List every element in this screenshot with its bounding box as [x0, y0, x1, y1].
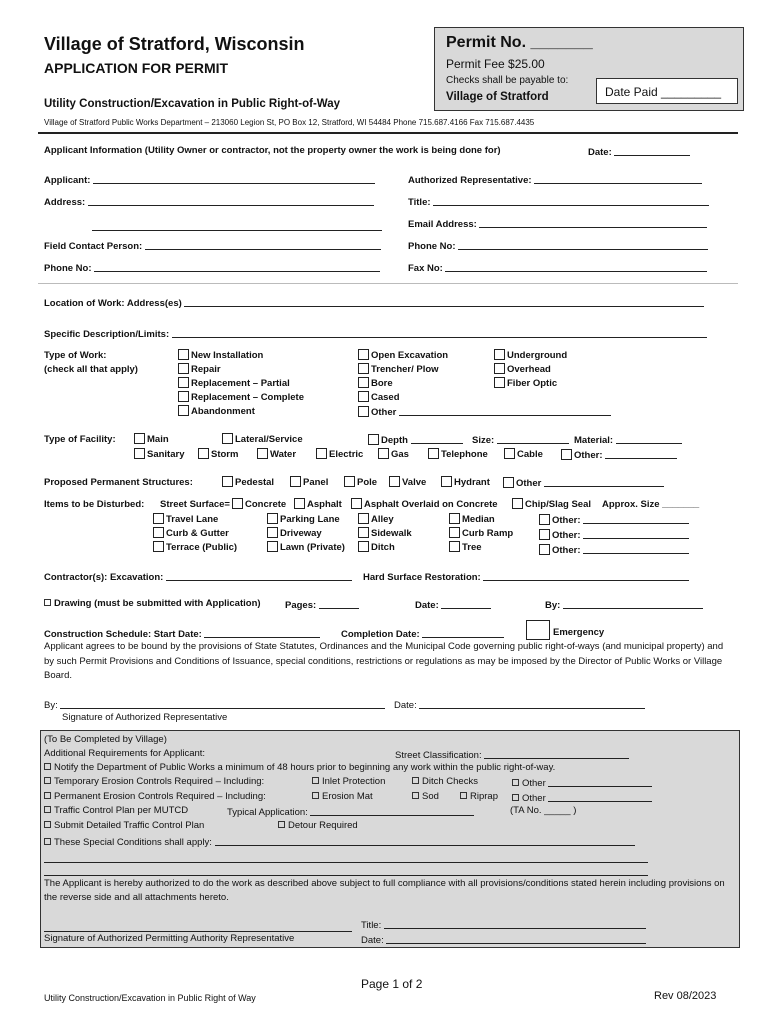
detour-row[interactable] — [278, 820, 358, 831]
checkbox[interactable] — [378, 448, 389, 459]
work-bore[interactable] — [358, 377, 611, 391]
drawing-label: Drawing (must be submitted with Application) — [54, 598, 261, 609]
option-label: Chip/Slag Seal — [525, 499, 591, 510]
checkbox[interactable] — [441, 476, 452, 487]
option-label: Ditch Checks — [422, 776, 478, 787]
material-label: Material: — [574, 435, 614, 446]
option-label: Pole — [357, 477, 378, 488]
structure-valve[interactable] — [389, 476, 426, 488]
option-label: Replacement – Complete — [191, 392, 304, 403]
work-col-2 — [358, 349, 611, 420]
disturbed-terrace[interactable] — [153, 541, 237, 555]
perm-erosion-row[interactable] — [44, 791, 266, 802]
structure-pole[interactable] — [344, 476, 377, 488]
disturbed-label: Items to be Disturbed: — [44, 499, 145, 510]
option-label: Other — [522, 793, 546, 804]
checkbox[interactable] — [539, 514, 550, 525]
typical-application-label: Typical Application: — [227, 807, 308, 818]
applicant-field[interactable] — [44, 173, 375, 186]
completion-date-field[interactable] — [341, 627, 504, 640]
email-label: Email Address: — [408, 219, 477, 230]
address-line-2[interactable] — [92, 217, 382, 235]
authority-signature-caption: Signature of Authorized Permitting Authority Representative — [44, 933, 295, 944]
work-replacement-complete[interactable] — [178, 391, 304, 405]
checkbox[interactable] — [178, 377, 189, 388]
checkbox[interactable] — [512, 794, 519, 801]
drawing-checkbox-row[interactable] — [44, 598, 261, 609]
option-label: Sanitary — [147, 449, 185, 460]
option-label: Other: — [552, 530, 581, 541]
checkbox[interactable] — [358, 391, 369, 402]
option-label: Sod — [422, 791, 439, 802]
checkbox[interactable] — [494, 349, 505, 360]
title-field[interactable] — [408, 195, 709, 208]
option-label: Pedestal — [235, 477, 275, 488]
checkbox[interactable] — [494, 363, 505, 374]
date-paid-box[interactable] — [596, 78, 738, 104]
checkbox[interactable] — [44, 821, 51, 828]
fax-field[interactable] — [408, 261, 707, 274]
option-label: Overhead — [507, 364, 551, 375]
checkbox[interactable] — [539, 529, 550, 540]
checkbox[interactable] — [412, 777, 419, 784]
option-label: Travel Lane — [166, 514, 219, 525]
street-classification-label: Street Classification: — [395, 750, 482, 761]
structure-pedestal[interactable] — [222, 476, 274, 488]
checkbox[interactable] — [222, 433, 233, 444]
title-label: Title: — [408, 197, 431, 208]
signature-by-field[interactable] — [44, 698, 385, 711]
location-address-field[interactable] — [44, 296, 704, 309]
drawing-date-label: Date: — [415, 600, 439, 611]
drawing-by-field[interactable] — [545, 598, 703, 611]
option-label: Other — [522, 778, 546, 789]
option-label: Repair — [191, 364, 221, 375]
checkbox[interactable] — [358, 377, 369, 388]
checkbox[interactable] — [294, 498, 305, 509]
checkbox[interactable] — [222, 476, 233, 487]
phone-right-field[interactable] — [408, 239, 708, 252]
checkbox[interactable] — [368, 434, 379, 445]
type-of-work-label: Type of Work: — [44, 350, 107, 361]
location-address-label: Location of Work: Address(es) — [44, 298, 182, 309]
agreement-text: Applicant agrees to be bound by the provisions of State Statutes, Ordinances and the Municipal Code governing public right-of-ways (and municipal property) and by such Permit Provisions and Conditions of Issuance, special conditions, restrictions or regulations as may be imposed by the Director of Public Works or Village Board. — [44, 641, 724, 681]
option-label: Valve — [402, 477, 427, 488]
completion-date-label: Completion Date: — [341, 629, 420, 640]
checkbox[interactable] — [178, 363, 189, 374]
option-label: Other: — [552, 545, 581, 556]
option-label: Parking Lane — [280, 514, 340, 525]
signature-caption: Signature of Authorized Representative — [62, 712, 228, 723]
disturbed-other-3[interactable] — [539, 543, 689, 558]
checkbox[interactable] — [44, 792, 51, 799]
payee-name: Village of Stratford — [446, 91, 549, 103]
structure-panel[interactable] — [290, 476, 328, 488]
checkbox[interactable] — [44, 806, 51, 813]
form-subtitle: APPLICATION FOR PERMIT — [44, 60, 229, 76]
option-label: Driveway — [280, 528, 322, 539]
checkbox[interactable] — [312, 792, 319, 799]
emergency-checkbox[interactable] — [526, 620, 550, 640]
authorization-text: The Applicant is hereby authorized to do the work as described above subject to full compliance with all provisions/conditions stated herein including provisions on the reverse side and all attachments hereto. — [44, 878, 725, 903]
checkbox[interactable] — [358, 513, 369, 524]
notify-row[interactable] — [44, 762, 555, 773]
type-of-work-hint: (check all that apply) — [44, 364, 138, 375]
authority-title-field[interactable] — [361, 918, 646, 931]
authority-date-field[interactable] — [361, 933, 646, 946]
disturbed-other-2[interactable] — [539, 528, 689, 543]
option-label: Telephone — [441, 449, 488, 460]
form-subheading: Utility Construction/Excavation in Public Right-of-Way — [44, 98, 341, 110]
checkbox[interactable] — [389, 476, 400, 487]
option-label: Other: — [552, 515, 581, 526]
checkbox[interactable] — [44, 599, 51, 606]
date-paid-label: Date Paid _________ — [605, 85, 722, 99]
checkbox[interactable] — [267, 527, 278, 538]
checkbox[interactable] — [503, 477, 514, 488]
footer-title: Utility Construction/Excavation in Public Right of Way — [44, 993, 256, 1003]
notify-text: Notify the Department of Public Works a minimum of 48 hours prior to beginning any work within the public right-of-way. — [54, 762, 556, 773]
option-label: Electric — [329, 449, 364, 460]
option-label: Depth — [381, 435, 408, 446]
checkbox[interactable] — [44, 838, 51, 845]
erosion-mat-option[interactable] — [312, 791, 373, 802]
checkbox[interactable] — [267, 541, 278, 552]
checkbox[interactable] — [44, 763, 51, 770]
option-label: Asphalt — [307, 499, 342, 510]
inlet-protection-option[interactable] — [312, 776, 385, 787]
work-replacement-partial[interactable] — [178, 377, 304, 391]
temp-other-option[interactable] — [512, 776, 652, 789]
auth-rep-field[interactable] — [408, 173, 702, 186]
checkbox[interactable] — [539, 544, 550, 555]
field-contact-label: Field Contact Person: — [44, 241, 143, 252]
checkbox[interactable] — [316, 448, 327, 459]
work-abandonment[interactable] — [178, 405, 304, 419]
checkbox[interactable] — [494, 377, 505, 388]
option-label: Erosion Mat — [322, 791, 373, 802]
page-title: Village of Stratford, Wisconsin — [44, 34, 305, 54]
department-address: Village of Stratford Public Works Department – 213060 Legion St, PO Box 12, Stratford, WI 54484 Phone 715.687.4166 Fax 715.687.4435 — [44, 118, 535, 127]
option-label: Fiber Optic — [507, 378, 558, 389]
disturbed-curb-ramp[interactable] — [449, 527, 513, 541]
hard-surface-field[interactable] — [363, 570, 689, 583]
facility-cable[interactable] — [504, 448, 543, 460]
disturbed-col-2 — [267, 513, 345, 555]
page-number: Page 1 of 2 — [361, 977, 423, 991]
revision-date: Rev 08/2023 — [654, 990, 717, 1002]
sod-option[interactable] — [412, 791, 439, 802]
facility-depth[interactable] — [368, 433, 463, 446]
checkbox[interactable] — [198, 448, 209, 459]
structures-label: Proposed Permanent Structures: — [44, 477, 193, 488]
option-label: Underground — [507, 350, 568, 361]
option-label: Water — [270, 449, 297, 460]
disturbed-travel-lane[interactable] — [153, 513, 237, 527]
option-label: Sidewalk — [371, 528, 412, 539]
checkbox[interactable] — [512, 779, 519, 786]
option-label: Alley — [371, 514, 394, 525]
start-date-label: Construction Schedule: Start Date: — [44, 629, 202, 640]
disturbed-col-1 — [153, 513, 237, 555]
checkbox[interactable] — [449, 541, 460, 552]
typical-application-field[interactable] — [227, 805, 474, 818]
option-label: Open Excavation — [371, 350, 449, 361]
riprap-option[interactable] — [460, 791, 498, 802]
specific-description-label: Specific Description/Limits: — [44, 329, 170, 340]
option-label: Cased — [371, 392, 400, 403]
option-label: Trencher/ Plow — [371, 364, 439, 375]
drawing-pages-field[interactable] — [285, 598, 359, 611]
facility-storm[interactable] — [198, 448, 238, 460]
disturbed-median[interactable] — [449, 513, 513, 527]
traffic-plan-label: Traffic Control Plan per MUTCD — [54, 805, 189, 816]
address-label: Address: — [44, 197, 86, 208]
checkbox[interactable] — [358, 363, 369, 374]
option-label: Inlet Protection — [322, 776, 386, 787]
address-field[interactable] — [44, 195, 374, 208]
work-cased[interactable] — [358, 391, 611, 405]
option-label: Replacement – Partial — [191, 378, 290, 389]
option-label: Lawn (Private) — [280, 542, 345, 553]
option-label: Median — [462, 514, 495, 525]
checkbox[interactable] — [290, 476, 301, 487]
checkbox[interactable] — [267, 513, 278, 524]
facility-water[interactable] — [257, 448, 296, 460]
disturbed-parking-lane[interactable] — [267, 513, 345, 527]
checkbox[interactable] — [44, 777, 51, 784]
option-label: Other: — [574, 450, 603, 461]
field-contact-field[interactable] — [44, 239, 381, 252]
disturbed-col-3 — [358, 513, 412, 555]
option-label: Gas — [391, 449, 409, 460]
work-underground[interactable] — [494, 349, 567, 363]
surface-concrete[interactable] — [232, 498, 286, 510]
surface-chip-slag[interactable] — [512, 498, 591, 510]
option-label: Ditch — [371, 542, 395, 553]
option-label: Panel — [303, 477, 329, 488]
facility-lateral[interactable] — [222, 433, 303, 445]
option-label: Curb Ramp — [462, 528, 514, 539]
work-overhead[interactable] — [494, 363, 567, 377]
structure-other[interactable] — [503, 476, 664, 489]
checkbox[interactable] — [512, 498, 523, 509]
perm-other-option[interactable] — [512, 791, 652, 804]
checkbox[interactable] — [504, 448, 515, 459]
specific-description-field[interactable] — [44, 327, 707, 340]
signature-date-field[interactable] — [394, 698, 645, 711]
checkbox[interactable] — [153, 527, 164, 538]
applicant-label: Applicant: — [44, 175, 91, 186]
checkbox[interactable] — [178, 405, 189, 416]
authority-date-label: Date: — [361, 935, 384, 946]
email-field[interactable] — [408, 217, 707, 230]
contractor-excavation-label: Contractor(s): Excavation: — [44, 572, 164, 583]
facility-sanitary[interactable] — [134, 448, 185, 460]
checkbox[interactable] — [178, 391, 189, 402]
ditch-checks-option[interactable] — [412, 776, 478, 787]
checkbox[interactable] — [358, 349, 369, 360]
checkbox[interactable] — [312, 777, 319, 784]
facility-gas[interactable] — [378, 448, 409, 460]
contractor-excavation-field[interactable] — [44, 570, 352, 583]
structure-hydrant[interactable] — [441, 476, 490, 488]
checkbox[interactable] — [134, 448, 145, 459]
option-label: Other — [371, 407, 397, 418]
disturbed-driveway[interactable] — [267, 527, 345, 541]
checkbox[interactable] — [561, 449, 572, 460]
work-col-1 — [178, 349, 304, 419]
work-new-installation[interactable] — [178, 349, 304, 363]
checkbox[interactable] — [412, 792, 419, 799]
pages-label: Pages: — [285, 600, 317, 611]
phone-right-label: Phone No: — [408, 241, 456, 252]
applicant-section-label: Applicant Information (Utility Owner or contractor, not the property owner the work is being done for) — [44, 145, 501, 156]
checkbox[interactable] — [449, 513, 460, 524]
section-divider — [38, 283, 738, 284]
approx-size-field[interactable]: Approx. Size _______ — [602, 499, 700, 510]
size-label: Size: — [472, 435, 495, 446]
checkbox[interactable] — [153, 541, 164, 552]
option-label: Concrete — [245, 499, 287, 510]
checkbox[interactable] — [153, 513, 164, 524]
disturbed-tree[interactable] — [449, 541, 513, 555]
checkbox[interactable] — [358, 406, 369, 417]
perm-erosion-label: Permanent Erosion Controls Required – Including: — [54, 791, 266, 802]
checkbox[interactable] — [257, 448, 268, 459]
facility-telephone[interactable] — [428, 448, 488, 460]
phone-label: Phone No: — [44, 263, 92, 274]
authority-title-label: Title: — [361, 920, 382, 931]
work-repair[interactable] — [178, 363, 304, 377]
phone-field[interactable] — [44, 261, 380, 274]
facility-label: Type of Facility: — [44, 434, 116, 445]
permit-box — [434, 27, 744, 111]
disturbed-lawn[interactable] — [267, 541, 345, 555]
checkbox[interactable] — [134, 433, 145, 444]
facility-main[interactable] — [134, 433, 169, 445]
emergency-label: Emergency — [553, 627, 605, 638]
submit-plan-label: Submit Detailed Traffic Control Plan — [54, 820, 205, 831]
disturbed-col-5 — [539, 513, 689, 558]
option-label: Tree — [462, 542, 482, 553]
checkbox[interactable] — [358, 541, 369, 552]
hard-surface-label: Hard Surface Restoration: — [363, 572, 481, 583]
disturbed-other-1[interactable] — [539, 513, 689, 528]
street-classification-field[interactable] — [395, 748, 629, 761]
fax-label: Fax No: — [408, 263, 443, 274]
option-label: Hydrant — [454, 477, 490, 488]
applicant-date[interactable] — [588, 145, 690, 158]
header-divider — [38, 132, 738, 134]
facility-size[interactable] — [472, 433, 569, 446]
special-conditions-label: These Special Conditions shall apply: — [54, 837, 212, 848]
auth-rep-label: Authorized Representative: — [408, 175, 532, 186]
applicant-date-label: Date: — [588, 147, 612, 158]
work-trencher-plow[interactable] — [358, 363, 611, 377]
traffic-plan-row[interactable] — [44, 805, 188, 816]
surface-asphalt[interactable] — [294, 498, 342, 510]
checkbox[interactable] — [428, 448, 439, 459]
temp-erosion-label: Temporary Erosion Controls Required – Including: — [54, 776, 265, 787]
checkbox[interactable] — [351, 498, 362, 509]
submit-plan-row[interactable] — [44, 820, 204, 831]
checks-payable-note: Checks shall be payable to: — [446, 75, 569, 86]
option-label: Other — [516, 478, 542, 489]
option-label: Curb & Gutter — [166, 528, 229, 539]
checkbox[interactable] — [344, 476, 355, 487]
signature-date-label: Date: — [394, 700, 417, 711]
work-col-3 — [494, 349, 567, 391]
option-label: New Installation — [191, 350, 264, 361]
checkbox[interactable] — [178, 349, 189, 360]
option-label: Bore — [371, 378, 393, 389]
checkbox[interactable] — [232, 498, 243, 509]
option-label: Cable — [517, 449, 543, 460]
checkbox[interactable] — [460, 792, 467, 799]
work-open-excavation[interactable] — [358, 349, 611, 363]
checkbox[interactable] — [358, 527, 369, 538]
option-label: Asphalt Overlaid on Concrete — [364, 499, 498, 510]
additional-requirements-label: Additional Requirements for Applicant: — [44, 748, 206, 759]
disturbed-col-4 — [449, 513, 513, 555]
option-label: Storm — [211, 449, 239, 460]
signature-by-label: By: — [44, 700, 58, 711]
disturbed-alley[interactable] — [358, 513, 412, 527]
surface-asphalt-overlaid[interactable] — [351, 498, 498, 510]
option-label: Riprap — [470, 791, 498, 802]
facility-other[interactable] — [561, 448, 677, 461]
work-other[interactable] — [358, 405, 611, 420]
start-date-field[interactable] — [44, 627, 320, 640]
disturbed-curb-gutter[interactable] — [153, 527, 237, 541]
option-label: Main — [147, 434, 169, 445]
drawing-date-field[interactable] — [415, 598, 491, 611]
work-fiber-optic[interactable] — [494, 377, 567, 391]
ta-no-field[interactable]: (TA No. _____ ) — [510, 805, 577, 816]
drawing-by-label: By: — [545, 600, 561, 611]
permit-no: Permit No. _______ — [446, 34, 593, 51]
detour-label: Detour Required — [288, 820, 358, 831]
option-label: Terrace (Public) — [166, 542, 238, 553]
disturbed-sidewalk[interactable] — [358, 527, 412, 541]
option-label: Lateral/Service — [235, 434, 303, 445]
facility-electric[interactable] — [316, 448, 363, 460]
street-surface-label: Street Surface= — [160, 499, 230, 510]
option-label: Abandonment — [191, 406, 255, 417]
disturbed-ditch[interactable] — [358, 541, 412, 555]
facility-material[interactable] — [574, 433, 682, 446]
checkbox[interactable] — [449, 527, 460, 538]
checkbox[interactable] — [278, 821, 285, 828]
village-section-header: (To Be Completed by Village) — [44, 734, 167, 745]
temp-erosion-row[interactable] — [44, 776, 264, 787]
special-conditions-row[interactable] — [44, 835, 635, 848]
permit-fee: Permit Fee $25.00 — [446, 57, 545, 71]
